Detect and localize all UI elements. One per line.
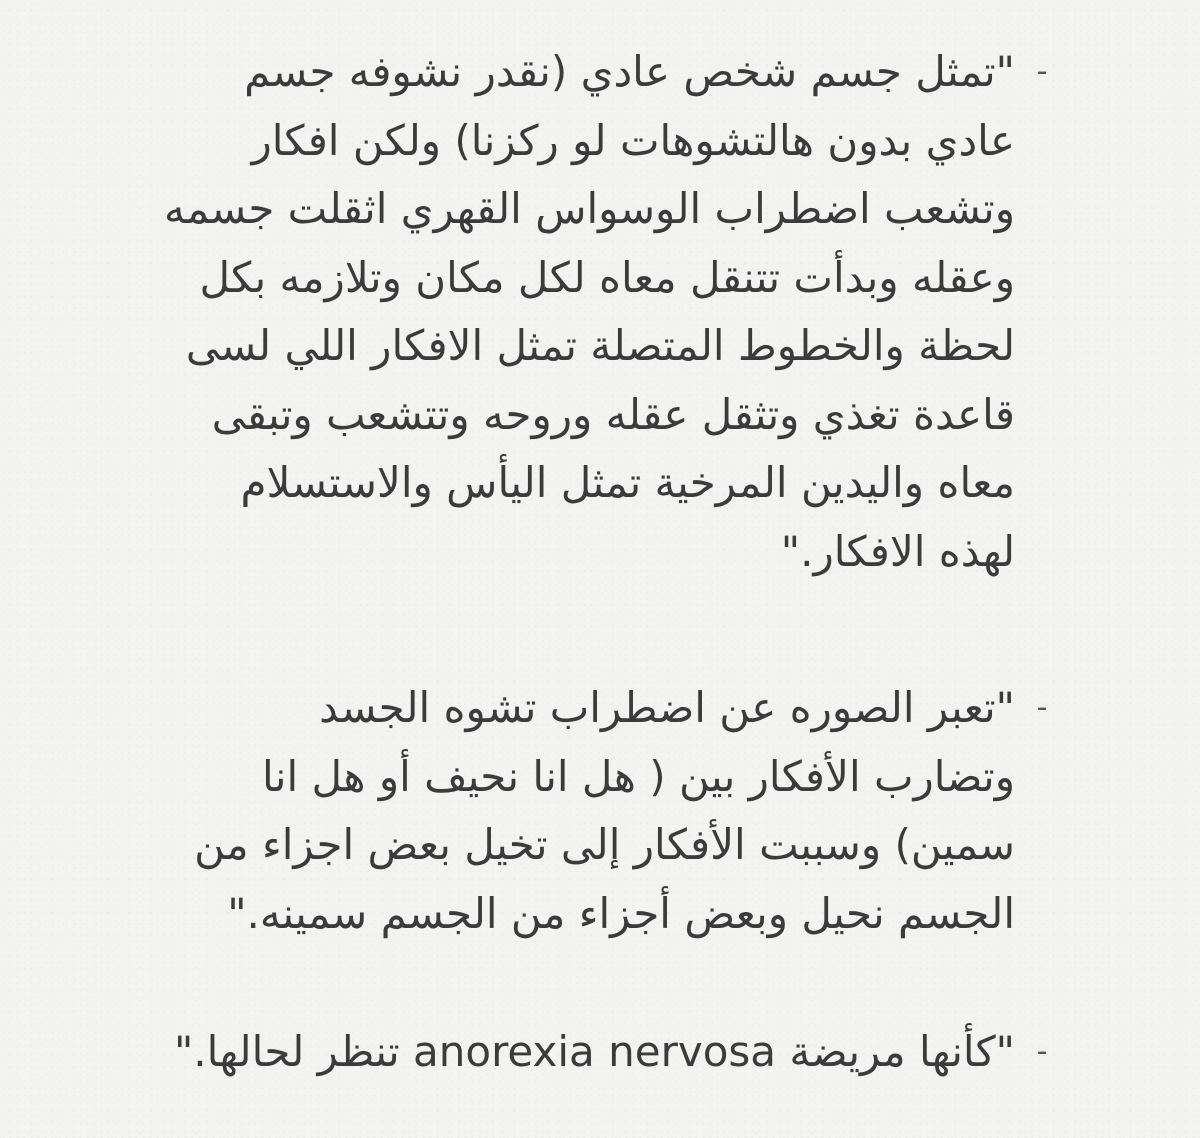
text-line: وتضارب الأفكار بين ( هل انا نحيف أو هل انا xyxy=(262,751,1015,801)
text-line: "تمثل جسم شخص عادي (نقدر نشوفه جسم xyxy=(244,47,1015,96)
text-line: "كأنها مريضة anorexia nervosa تنظر لحالها." xyxy=(173,1027,1015,1076)
bullet-dash: - xyxy=(1036,1034,1048,1069)
bullet-dash: - xyxy=(1036,54,1048,89)
text-line: "تعبر الصوره عن اضطراب تشوه الجسد xyxy=(319,683,1015,732)
text-line: وتشعب اضطراب الوسواس القهري اثقلت جسمه xyxy=(164,184,1015,233)
bullet-text xyxy=(110,38,1015,586)
text-line: وعقله وبدأت تتنقل معاه لكل مكان وتلازمه بكل xyxy=(199,252,1015,302)
text-line: لحظة والخطوط المتصلة تمثل الافكار اللي لسى xyxy=(185,321,1015,370)
text-line: قاعدة تغذي وتثقل عقله وروحه وتتشعب وتبقى xyxy=(211,389,1015,439)
text-line: سمين) وسببت الأفكار إلى تخيل بعض اجزاء من xyxy=(194,820,1015,869)
text-line: لهذه الافكار." xyxy=(780,526,1015,576)
bullet-text xyxy=(110,1018,1015,1087)
text-line: عادي بدون هالتشوهات لو ركزنا) ولكن افكار xyxy=(251,115,1015,165)
text-line: الجسم نحيل وبعض أجزاء من الجسم سمينه." xyxy=(227,888,1015,938)
text-line: معاه واليدين المرخية تمثل اليأس والاستسلام xyxy=(240,458,1015,507)
bullet-dash: - xyxy=(1036,690,1048,725)
bullet-text xyxy=(110,674,1015,948)
